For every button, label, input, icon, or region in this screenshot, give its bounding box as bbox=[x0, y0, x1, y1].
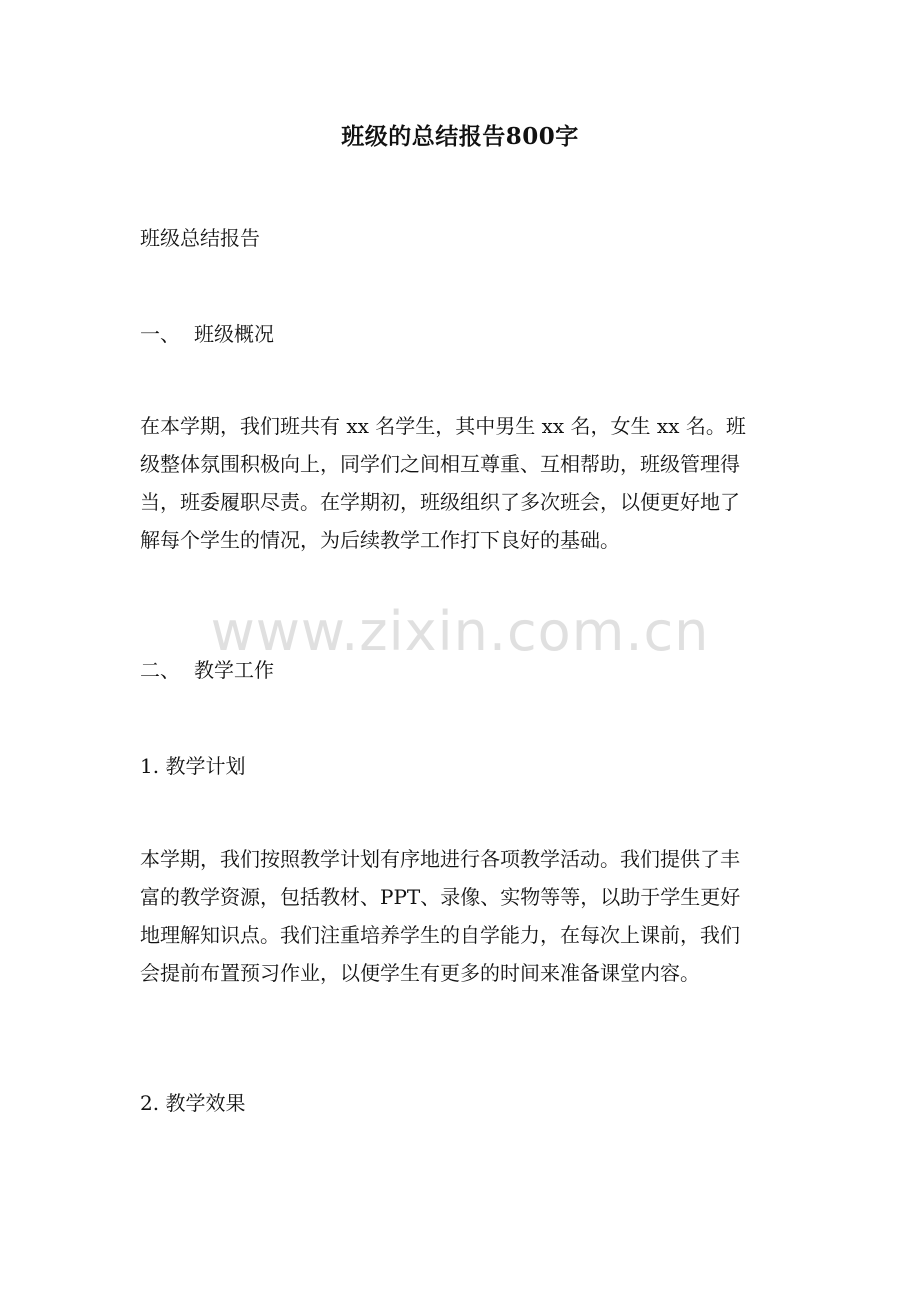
watermark: www.zixin.com.cn bbox=[210, 600, 710, 663]
document-title: 班级的总结报告800字 bbox=[341, 123, 579, 150]
subsection-heading-teaching-results: 2. 教学效果 bbox=[140, 1091, 246, 1115]
paragraph-line: 会提前布置预习作业，以便学生有更多的时间来准备课堂内容。 bbox=[140, 961, 700, 985]
section-heading-1 bbox=[140, 318, 274, 347]
section-heading-text: 班级概况 bbox=[194, 322, 274, 346]
paragraph-line: 富的教学资源，包括教材、PPT、录像、实物等等，以助于学生更好 bbox=[140, 885, 741, 909]
paragraph-class-overview bbox=[140, 407, 785, 559]
subsection-heading-teaching-plan: 1. 教学计划 bbox=[140, 754, 246, 778]
paragraph-line: 解每个学生的情况，为后续教学工作打下良好的基础。 bbox=[140, 528, 620, 552]
paragraph-line: 地理解知识点。我们注重培养学生的自学能力，在每次上课前，我们 bbox=[140, 923, 740, 947]
section-number: 二、 bbox=[140, 658, 180, 682]
section-number: 一、 bbox=[140, 322, 180, 346]
paragraph-teaching-plan bbox=[140, 840, 785, 992]
paragraph-line: 本学期，我们按照教学计划有序地进行各项教学活动。我们提供了丰 bbox=[140, 847, 740, 871]
paragraph-line: 级整体氛围积极向上，同学们之间相互尊重、互相帮助，班级管理得 bbox=[140, 452, 740, 476]
section-heading-text: 教学工作 bbox=[194, 658, 274, 682]
report-subtitle: 班级总结报告 bbox=[140, 226, 260, 250]
paragraph-line: 在本学期，我们班共有 xx 名学生，其中男生 xx 名，女生 xx 名。班 bbox=[140, 414, 746, 438]
paragraph-line: 当，班委履职尽责。在学期初，班级组织了多次班会，以便更好地了 bbox=[140, 490, 740, 514]
